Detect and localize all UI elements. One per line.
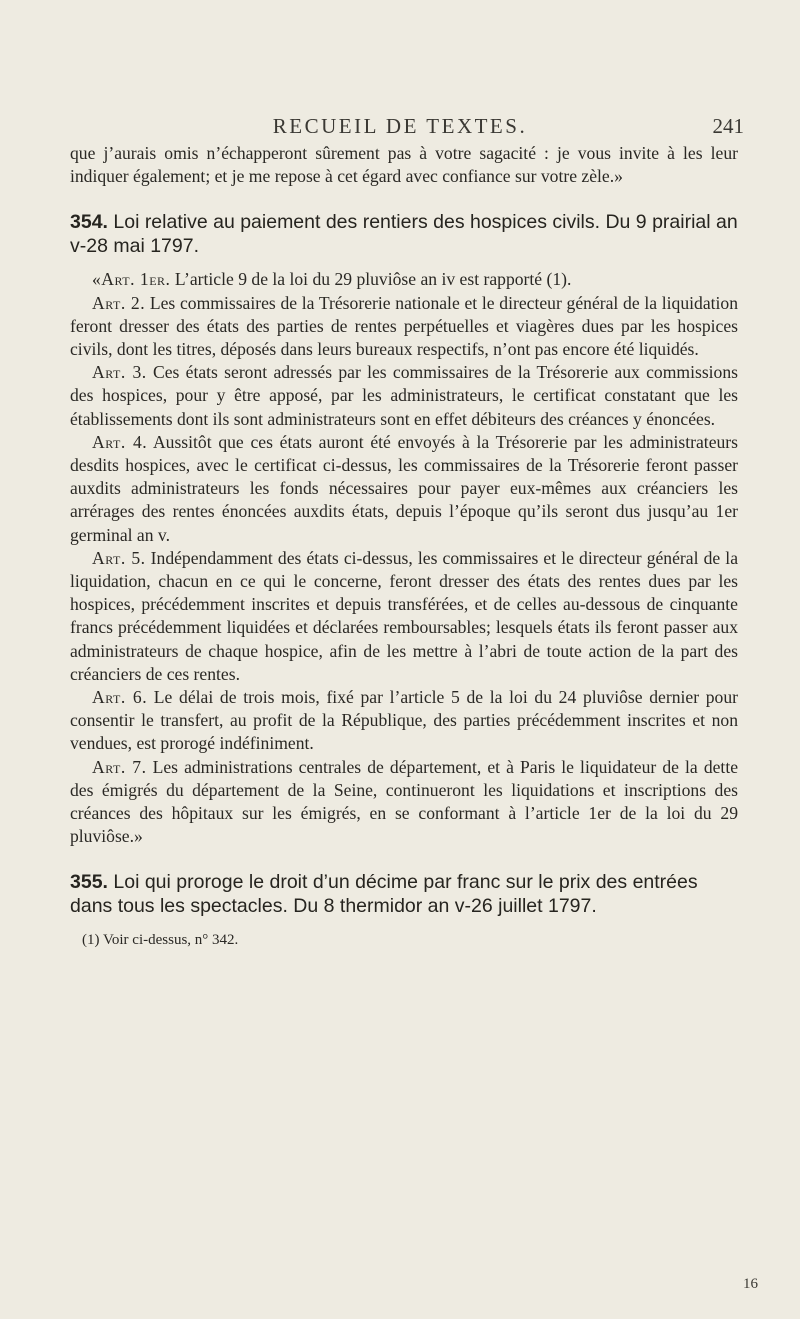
article-text: Indépendamment des états ci-dessus, les commissaires et le directeur général de la liquidation, chacun en ce qui le concerne, feront dresser des états des rentes dues par les hospices, précédemment inscrites et depuis transférées, et de celles au-dessous de cinquante francs précédemment liquidées et déclarées remboursables; lesquels états ils feront passer aux administrateurs de chaque hospice, afin de les mettre à l’abri de toute action de la part des créanciers de ces rentes. [70,547,739,684]
article-label: Art. 2. [92,292,146,313]
article-paragraph [70,431,738,547]
article-text: Les commissaires de la Trésorerie nationale et le directeur général de la liquidation feront dresser des états des parties de rentes perpétuelles et viagères dues par les hospices civils, dont les titres, déposés dans leurs bureaux respectifs, n’ont pas encore été liquidés. [70,292,738,360]
article-label: Art. 4. [92,431,148,452]
article-paragraph [70,686,738,756]
article-label: Art. 6. [92,687,148,708]
footnote [70,930,738,950]
article-label: Art. 7. [92,756,147,777]
article-text: Le délai de trois mois, fixé par l’article 5 de la loi du 24 pluviôse dernier pour consentir le transfert, au profit de la République, des parties précédemment inscrites et non vendues, est prorogé indéfiniment. [70,687,739,754]
footnote-text: Voir ci-dessus, n° 342. [102,932,239,949]
signature-mark: 16 [743,1276,758,1292]
footnote-marker: (1) [82,932,100,949]
article-label: Art. 5. [92,547,146,568]
section-title: Loi qui proroge le droit d’un décime par franc sur le prix des entrées dans tous les spectacles. Du 8 thermidor an v-26 juillet 1797. [70,871,698,918]
page-header [0,114,800,140]
article-label: Art. 3. [92,362,147,383]
page-number: 241 [712,114,744,138]
running-title: RECUEIL DE TEXTES. [272,114,528,138]
article-text: Les administrations centrales de département, et à Paris le liquidateur de la dette des émigrés du département de la Seine, continueront les liquidations et inscriptions des créances des hôpitaux sur les émigrés, en se conformant à l’article 1er de la loi du 29 pluviôse.» [70,756,739,847]
article-paragraph [70,361,738,431]
article-paragraph [70,292,738,362]
article-paragraph [70,547,738,686]
article-label: «Art. 1er. [92,269,171,290]
article-paragraph [70,756,738,849]
section-number: 355. [70,871,108,894]
article-text: L’article 9 de la loi du 29 pluviôse an iv est rapporté (1). [174,269,572,290]
section-title: Loi relative au paiement des rentiers des hospices civils. Du 9 prairial an v-28 mai 1797. [70,211,738,258]
section-heading-354 [70,210,738,258]
article-paragraph [70,268,738,291]
article-text: Ces états seront adressés par les commissaires de la Trésorerie aux commissions des hospices, pour y être apposé, par les administrateurs, le certificat constatant que les établissements dont ils sont administrateurs sont en effet débiteurs des créances y énoncées. [70,362,738,429]
section-heading-355 [70,870,738,918]
article-text: Aussitôt que ces états auront été envoyés à la Trésorerie par les administrateurs desdits hospices, avec le certificat ci-dessus, les commissaires de la Trésorerie feront passer auxdits administrateurs les fonds nécessaires pour payer eux-mêmes aux créanciers les arrérages des rentes énoncées auxdits états, depuis l’époque qu’ils seront dus jusqu’au 1er germinal an v. [70,431,738,545]
section-number: 354. [70,211,108,234]
page-body [70,142,738,950]
continuation-paragraph: que j’aurais omis n’échapperont sûrement pas à votre sagacité : je vous invite à les leur indiquer également; et je me repose à cet égard avec confiance sur votre zèle.» [70,143,738,187]
